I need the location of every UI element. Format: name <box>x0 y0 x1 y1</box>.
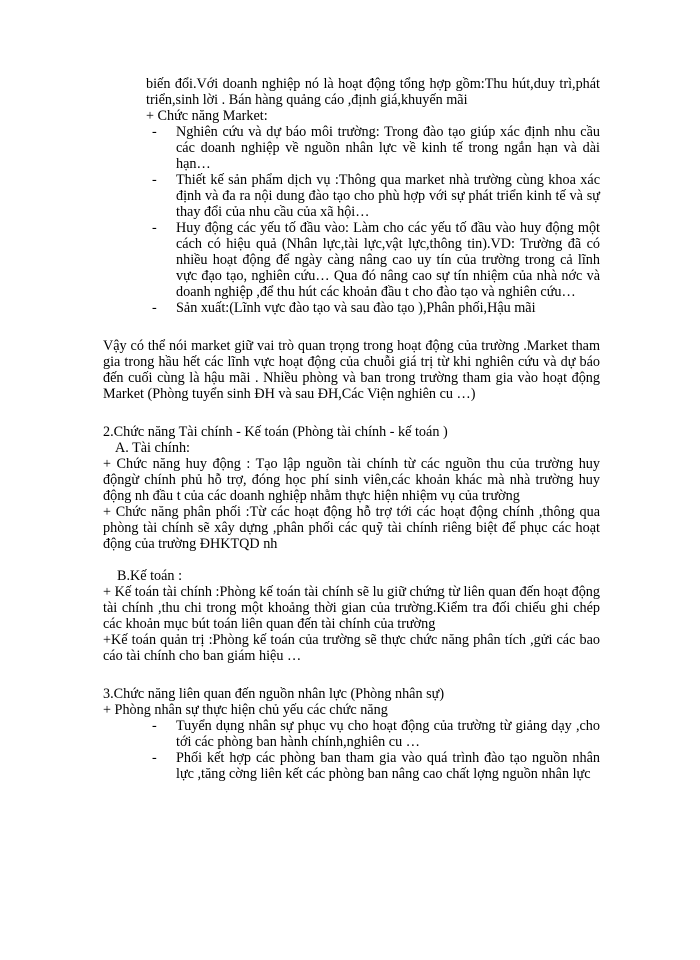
market-heading: + Chức năng Market: <box>146 108 268 124</box>
hr-intro-line: + Phòng nhân sự thực hiện chủ yếu các chức năng <box>103 702 388 718</box>
finance-distribution-paragraph: + Chức năng phân phối :Từ các hoạt động hỗ trợ tới các hoạt động chính ,thông qua phòng tài chính sẽ xây dựng ,phân phối các quỹ tài chính riêng biệt để phục các hoạt động của trường ĐHKTQD nh <box>103 504 600 552</box>
list-item: - Thiết kế sản phẩm dịch vụ :Thông qua market nhà trường cùng khoa xác định và đa ra nội dung đào tạo cho phù hợp với sự phát triển kinh tế và sự thay đổi của nhu cầu của xã hội… <box>103 172 600 220</box>
finance-subheading-a: A. Tài chính: <box>115 440 190 456</box>
list-item: - Phối kết hợp các phòng ban tham gia vào quá trình đào tạo nguồn nhân lực ,tăng cờng liên kết các phòng ban nâng cao chất lợng nguồn nhân lực <box>103 750 600 782</box>
market-function-list <box>103 124 600 316</box>
list-item: - Sản xuất:(Lĩnh vực đào tạo và sau đào tạo ),Phân phối,Hậu mãi <box>103 300 600 316</box>
finance-section-heading: 2.Chức năng Tài chính - Kế toán (Phòng tài chính - kế toán ) <box>103 424 448 440</box>
hr-section-heading: 3.Chức năng liên quan đến nguồn nhân lực (Phòng nhân sự) <box>103 686 445 702</box>
financial-accounting-paragraph: + Kế toán tài chính :Phòng kế toán tài chính sẽ lu giữ chứng từ liên quan đến hoạt động tài chính ,thu chi trong một khoảng thời gian của trường.Kiểm tra đối chiếu ghi chép các khoản mục bút toán liên quan đến tài chính của trường <box>103 584 600 632</box>
list-item: - Tuyển dụng nhân sự phục vụ cho hoạt động của trường từ giảng dạy ,cho tới các phòng ban hành chính,nghiên cu … <box>103 718 600 750</box>
accounting-subheading-b: B.Kế toán : <box>117 568 183 584</box>
document-body <box>103 76 600 782</box>
list-item: - Nghiên cứu và dự báo môi trường: Trong đào tạo giúp xác định nhu cầu các doanh nghiệp về nguồn nhân lực về kinh tế trong ngắn hạn và dài hạn… <box>103 124 600 172</box>
management-accounting-paragraph: +Kế toán quản trị :Phòng kế toán của trường sẽ thực chức năng phân tích ,gửi các bao cáo tài chính cho ban giám hiệu … <box>103 632 600 664</box>
market-summary-paragraph: Vậy có thể nói market giữ vai trò quan trọng trong hoạt động của trường .Market tham gia trong hầu hết các lĩnh vực hoạt động của chuỗi giá trị từ khi nghiên cứu và dự báo đến cuối cùng là hậu mãi . Nhiều phòng và ban trong trường tham gia vào hoạt động Market (Phòng tuyển sinh ĐH và sau ĐH,Các Viện nghiên cu …) <box>103 338 600 402</box>
list-item: - Huy động các yếu tố đầu vào: Làm cho các yếu tố đầu vào huy động một cách có hiệu quả (Nhân lực,tài lực,vật lực,thông tin).VD: Trường đã có nhiều hoạt động để ngày càng nâng cao uy tín của trường trong cả lĩnh vực đạo tạo, nghiên cứu… Qua đó nâng cao sự tín nhiệm của nhà nớc và doanh nghiệp ,để thu hút các khoản đầu t cho đào tạo và nghiên cứu… <box>103 220 600 300</box>
finance-mobilization-paragraph: + Chức năng huy động : Tạo lập nguồn tài chính từ các nguồn thu của trường huy độngừ chính phủ hỗ trợ, đóng học phí sinh viên,các khoản khác mà nhà trường huy động nh đầu t của các doanh nghiệp nhằm thực hiện nhiệm vụ của trường <box>103 456 600 504</box>
hr-function-list <box>103 718 600 782</box>
intro-paragraph: biến đổi.Với doanh nghiệp nó là hoạt động tổng hợp gồm:Thu hút,duy trì,phát triển,sinh lời . Bán hàng quảng cáo ,định giá,khuyến mãi <box>146 76 600 108</box>
